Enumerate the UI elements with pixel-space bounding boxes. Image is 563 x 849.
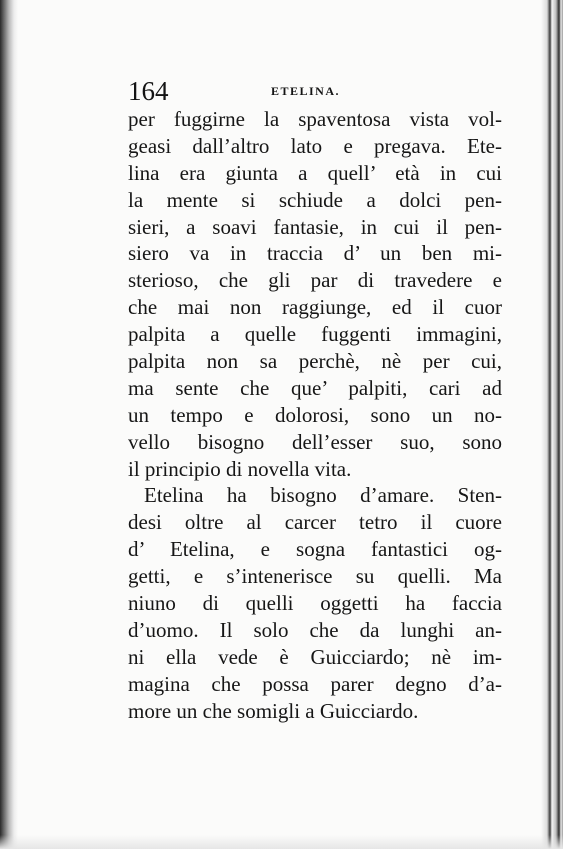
text-line: per fuggirne la spaventosa vista vol- (128, 107, 502, 131)
text-line: ma sente che que’ palpiti, cari ad (128, 375, 502, 400)
text-line: sterioso, che gli par di travedere e (128, 268, 502, 293)
text-line: magina che possa parer degno d’a- (128, 671, 502, 696)
page-header (128, 76, 500, 106)
text-line: palpita non sa perchè, nè per cui, (128, 349, 502, 374)
text-line: d’uomo. Il solo che da lunghi an- (128, 617, 502, 642)
page-number: 164 (128, 76, 169, 106)
bottom-shadow (0, 835, 563, 849)
text-line: geasi dall’altro lato e pregava. Ete- (128, 133, 502, 158)
text-line: Etelina ha bisogno d’amare. Sten- (144, 483, 502, 508)
binding-shadow (0, 0, 18, 849)
text-line: sieri, a soavi fantasie, in cui il pen- (128, 214, 502, 239)
text-line: niuno di quelli oggetti ha faccia (128, 591, 502, 616)
text-line: siero va in traccia d’ un ben mi- (128, 241, 502, 266)
text-line: ni ella vede è Guicciardo; nè im- (128, 644, 502, 669)
text-line: che mai non raggiunge, ed il cuor (128, 295, 502, 320)
text-line: un tempo e dolorosi, sono un no- (128, 402, 502, 427)
text-line: vello bisogno dell’esser suo, sono (128, 429, 502, 454)
text-line: d’ Etelina, e sogna fantastici og- (128, 537, 502, 562)
text-line: lina era giunta a quell’ età in cui (128, 160, 502, 185)
text-line: more un che somigli a Guicciardo. (128, 698, 419, 723)
text-line: il principio di novella vita. (128, 456, 352, 481)
text-line: desi oltre al carcer tetro il cuore (128, 510, 502, 535)
text-line: la mente si schiude a dolci pen- (128, 187, 502, 212)
text-line: palpita a quelle fuggenti immagini, (128, 322, 502, 347)
page-edges (541, 0, 563, 849)
running-head: ETELINA. (271, 84, 341, 98)
body-text (128, 106, 502, 724)
text-line: getti, e s’intenerisce su quelli. Ma (128, 564, 502, 589)
